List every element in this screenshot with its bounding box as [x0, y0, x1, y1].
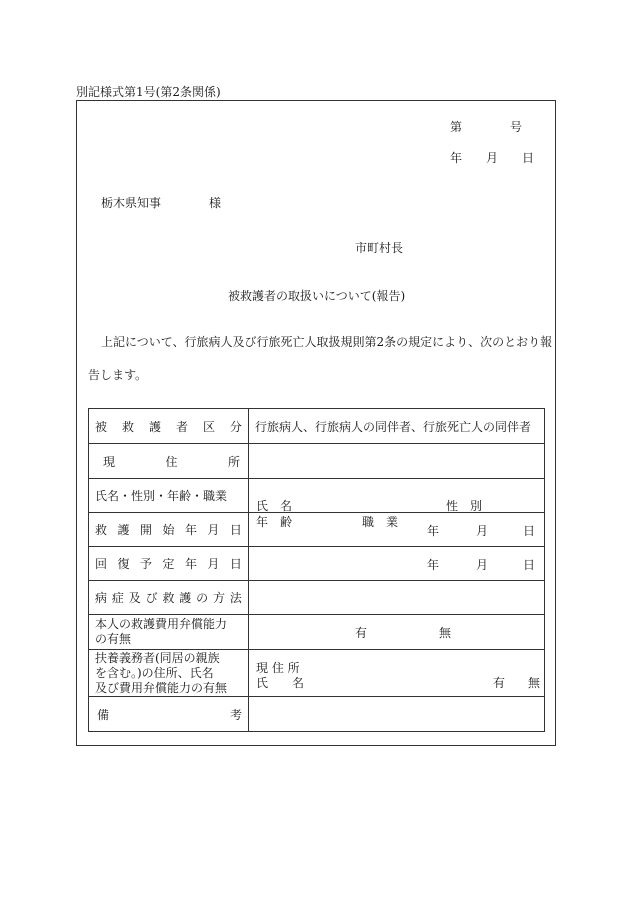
occupation-field-label: 職 業: [362, 514, 399, 529]
label-illness: 病 症 及 び 救 護 の 方 法: [89, 581, 249, 615]
table-row-recovery: [89, 547, 545, 581]
value-address[interactable]: [249, 444, 545, 479]
ability-yes[interactable]: 有: [355, 626, 368, 640]
sender: 市町村長: [355, 241, 404, 255]
label-ability: 本人の救護費用弁償能力 の有無: [89, 615, 249, 650]
ability-no[interactable]: 無: [439, 626, 452, 640]
document-number: 第 号: [450, 120, 523, 134]
recovery-month-label: 月: [476, 557, 489, 572]
label-guardian: 扶養義務者(同居の親族 を含む。)の住所、氏名 及び費用弁償能力の有無: [89, 650, 249, 697]
table-row-rescue-start: [89, 513, 545, 547]
value-ability[interactable]: [249, 615, 545, 650]
value-recovery[interactable]: [249, 547, 545, 581]
table-row-guardian: [89, 650, 545, 697]
guardian-name-label: 氏 名: [256, 676, 305, 690]
label-remarks: 備 考: [89, 697, 249, 732]
table-row-person: [89, 479, 545, 513]
form-id-caption: 別記様式第1号(第2条関係): [76, 85, 221, 99]
value-person[interactable]: [249, 479, 545, 529]
rescue-year-label: 年: [427, 523, 440, 538]
name-field-label: 氏 名: [256, 498, 293, 513]
value-illness[interactable]: [249, 581, 545, 615]
body-text-line2: 告します。: [88, 368, 148, 382]
label-rescue-start: 救 護 開 始 年 月 日: [89, 513, 249, 547]
guardian-address-label: 現 住 所: [256, 661, 300, 675]
label-category: 被 救 護 者 区 分: [89, 409, 249, 444]
rescue-day-label: 日: [523, 523, 536, 538]
label-address: 現 住 所: [89, 444, 249, 479]
report-table: [88, 408, 545, 732]
table-row-remarks: [89, 697, 545, 732]
table-row-ability: [89, 615, 545, 650]
table-row-category: [89, 409, 545, 444]
recovery-day-label: 日: [523, 557, 536, 572]
guardian-no[interactable]: 無: [528, 676, 541, 690]
label-person: 氏名・性別・年齢・職業: [89, 479, 249, 513]
age-field-label: 年 齢: [256, 514, 293, 529]
body-text-line1: 上記について、行旅病人及び行旅死亡人取扱規則第2条の規定により、次のとおり報: [101, 335, 553, 349]
rescue-month-label: 月: [476, 523, 489, 538]
value-remarks[interactable]: [249, 697, 545, 732]
table-row-illness: [89, 581, 545, 615]
table-row-address: [89, 444, 545, 479]
document-date: 年 月 日: [450, 151, 535, 165]
guardian-yes[interactable]: 有: [493, 676, 506, 690]
value-category: 行旅病人、行旅病人の同伴者、行旅死亡人の同伴者: [249, 409, 545, 444]
gender-field-label: 性 別: [446, 498, 483, 513]
recovery-year-label: 年: [427, 557, 440, 572]
value-guardian[interactable]: [249, 650, 545, 697]
addressee: 栃木県知事 様: [101, 196, 222, 210]
label-recovery: 回 復 予 定 年 月 日: [89, 547, 249, 581]
document-title: 被救護者の取扱いについて(報告): [228, 289, 406, 303]
